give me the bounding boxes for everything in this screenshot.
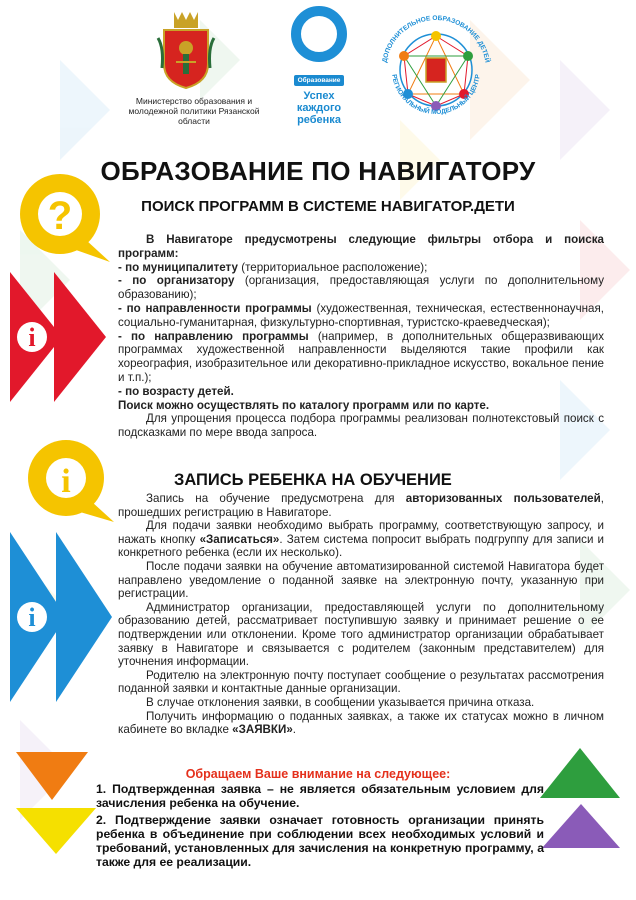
text-span: Для подачи заявки необходимо выбрать программу, соответствующую запросу, и нажать кнопку: [118, 519, 604, 546]
filter-item: [118, 274, 604, 302]
question-bubble-icon: [16, 172, 112, 262]
filter-item: [118, 330, 604, 385]
education-logo: [284, 4, 354, 126]
filter-label: - по муниципалитету: [118, 260, 238, 274]
filters-intro-text: В Навигаторе предусмотрены следующие фильтры отбора и поиска программ:: [118, 233, 604, 260]
filter-desc: (художественная, техническая, естественнонаучная, социально-гуманитарная, физкультурно-спортивная, туристско-краеведческая);: [118, 301, 604, 329]
fulltext-note: Для упрощения процесса подбора программы реализован полнотекстовый поиск с подсказками по мере ввода запроса.: [118, 412, 604, 440]
notice-list: [96, 782, 544, 872]
svg-text:i: i: [28, 323, 36, 352]
authorized-users-text: авторизованных пользователей: [405, 492, 601, 505]
enroll-section: [118, 492, 604, 737]
info-blue-icon: [10, 532, 114, 702]
filter-desc: (территориальное расположение);: [237, 260, 428, 274]
filter-item: [118, 302, 604, 330]
text-span: .: [292, 723, 297, 737]
enroll-paragraph-5: Родителю на электронную почту поступает сообщение о результатах рассмотрения поданной заявки и контактные данные организации.: [118, 668, 604, 696]
filter-desc: (например, в дополнительных общеразвивающих программах художественной направленности выделяются такие профили как хореография, изобразительное или декоративно-прикладное искусство, вокальное пение и т.п.);: [118, 329, 604, 384]
filter-desc: (организация, предоставляющая услуги по дополнительному образованию);: [118, 274, 604, 302]
coat-of-arms-icon: [156, 8, 216, 92]
page-title: ОБРАЗОВАНИЕ ПО НАВИГАТОРУ: [100, 156, 536, 186]
enroll-title: ЗАПИСЬ РЕБЕНКА НА ОБУЧЕНИЕ: [174, 471, 452, 489]
education-slogan: [284, 90, 354, 126]
education-badge: Образование: [294, 75, 345, 86]
enroll-paragraph-2: [118, 519, 604, 560]
svg-text:?: ?: [47, 194, 73, 238]
catalog-note-text: Поиск можно осуществлять по каталогу программ или по карте.: [118, 398, 490, 412]
info-red-icon: [10, 272, 114, 402]
applications-tab-name: «ЗАЯВКИ»: [232, 723, 293, 737]
ministry-name: Министерство образования и молодежной политики Рязанской области: [128, 96, 260, 126]
yellow-triangle-decor: [16, 808, 96, 856]
regional-center-logo: [372, 6, 500, 134]
info-yellow-icon: [18, 436, 114, 522]
enroll-paragraph-7: [118, 710, 604, 737]
text-span: Получить информацию о поданных заявках, а также их статусах можно в личном кабинете во вкладке: [118, 709, 604, 737]
svg-text:i: i: [61, 463, 71, 500]
enroll-button-name: «Записаться»: [199, 532, 280, 546]
slogan-line-1: Успех: [303, 90, 335, 102]
filter-label: - по организатору: [118, 274, 235, 288]
filter-label: - по направлению программы: [118, 329, 309, 343]
notice-title: Обращаем Ваше внимание на следующее:: [185, 767, 451, 781]
purple-triangle-decor: [542, 804, 620, 850]
slogan-line-3: ребенка: [297, 114, 341, 126]
enroll-paragraph-3: После подачи заявки на обучение автоматизированной системой Навигатора будет направлено уведомление о поданной заявке на электронную почту, указанную при регистрации.: [118, 559, 604, 601]
filter-label: - по возрасту детей.: [118, 384, 234, 398]
text-span: . Затем система попросит выбрать подгруппу для записи и конкретного ребенка (если их несколько).: [118, 532, 605, 560]
filters-intro: [118, 233, 604, 261]
page-subtitle: ПОИСК ПРОГРАММ В СИСТЕМЕ НАВИГАТОР.ДЕТИ: [141, 198, 515, 215]
notice-item: 2. Подтверждение заявки означает готовность организации принять ребенка в объединение при соблюдении всех необходимых условий и требований, установленных для зачисления на конкретную программу, а также для ее реализации.: [96, 813, 544, 869]
enroll-paragraph-1: [118, 492, 604, 519]
enroll-paragraph-6: В случае отклонения заявки, в сообщении указывается причина отказа.: [146, 695, 535, 709]
rmc-ring-bottom-text: РЕГИОНАЛЬНЫЙ МОДЕЛЬНЫЙ ЦЕНТР: [390, 73, 482, 117]
education-ring-logo: [289, 4, 349, 64]
catalog-note: [118, 399, 604, 413]
notice-item: 1. Подтвержденная заявка – не является обязательным условием для зачисления ребенка на обучение.: [96, 782, 544, 810]
text-span: , прошедших регистрацию в Навигаторе.: [118, 492, 604, 519]
slogan-line-2: каждого: [296, 102, 342, 114]
filter-item: [118, 385, 604, 399]
rmc-ring-top-text: ДОПОЛНИТЕЛЬНОЕ ОБРАЗОВАНИЕ ДЕТЕЙ: [381, 14, 491, 64]
filter-label: - по направленности программы: [118, 301, 312, 315]
enroll-paragraph-4: Администратор организации, предоставляющей услуги по дополнительному образованию детей, рассматривает поступившую заявку и принимает решение о ее подтверждении или отклонении. Кроме того администратор организации обрабатывает заявку в Навигаторе и связывается с родителем (законным представителем) для уточнения информации.: [118, 600, 604, 669]
filter-item: [118, 261, 604, 275]
text-span: Запись на обучение предусмотрена для: [146, 492, 406, 505]
search-filters-section: [118, 233, 604, 440]
svg-text:i: i: [28, 603, 36, 632]
